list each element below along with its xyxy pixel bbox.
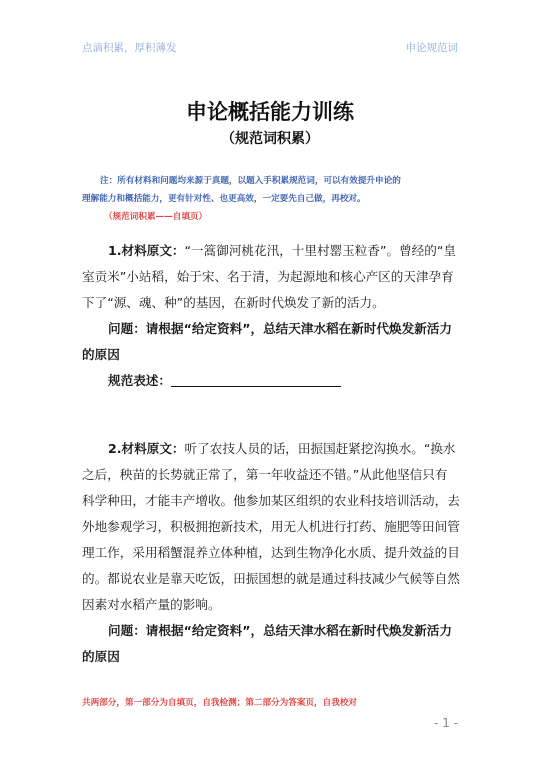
item-1-answer-label: 规范表述： [108,373,171,388]
page-subtitle: （规范词积累） [221,131,319,147]
note-line-2: 理解能力和概括能力，更有针对性、也更高效，一定要先自己做，再校对。 [82,194,366,204]
footer-note: 共两部分，第一部分为自填页，自我检测；第二部分为答案页，自我校对 [82,698,358,708]
item-1 [82,238,460,394]
item-2 [82,436,460,670]
note-block [82,172,460,208]
item-2-material [82,436,460,618]
item-1-answer-blank[interactable] [171,370,341,387]
note-line-1: 注：所有材料和问题均来源于真题，以题入手积累规范词，可以有效提升申论的 [100,176,401,186]
item-1-answer-row [82,368,460,394]
page-title: 申论概括能力训练 [186,100,354,124]
item-1-text: “一篙御河桃花汛，十里村罂玉粒香”。曾经的“皇室贡米”小站稻，始于宋、名于清，为起源地和核心产区的天津孕育下了“源、魂、种”的基因，在新时代焕发了新的活力。 [82,243,456,310]
item-2-lead: 2.材料原文： [108,441,185,456]
item-1-material [82,238,460,316]
page-number: - 1 - [434,716,458,730]
item-1-question: 问题：请根据“给定资料”，总结天津水稻在新时代焕发新活力的原因 [82,321,452,362]
item-2-text: 听了农技人员的话，田振国赶紧挖沟换水。“换水之后，秧苗的长势就正常了，第一年收益还不错。”从此他坚信只有科学种田，才能丰产增收。他参加某区组织的农业科技培训活动，去外地参观学习，积极拥抱新技术，用无人机进行打药、施肥等田间管理工作，采用稻蟹混养立体种植，达到生物净化水质、提升效益的目的。都说农业是靠天吃饭，田振国想的就是通过科技减少气候等自然因素对水稻产量的影响。 [82,441,460,612]
item-1-lead: 1.材料原文： [108,243,185,258]
header-left-text: 点滴积累，厚积薄发 [82,42,177,54]
header-right-text: 申论规范词 [405,42,458,54]
item-2-question: 问题：请根据“给定资料”，总结天津水稻在新时代焕发新活力的原因 [82,623,452,664]
self-fill-tag: （规范词积累——自填页） [104,212,208,222]
